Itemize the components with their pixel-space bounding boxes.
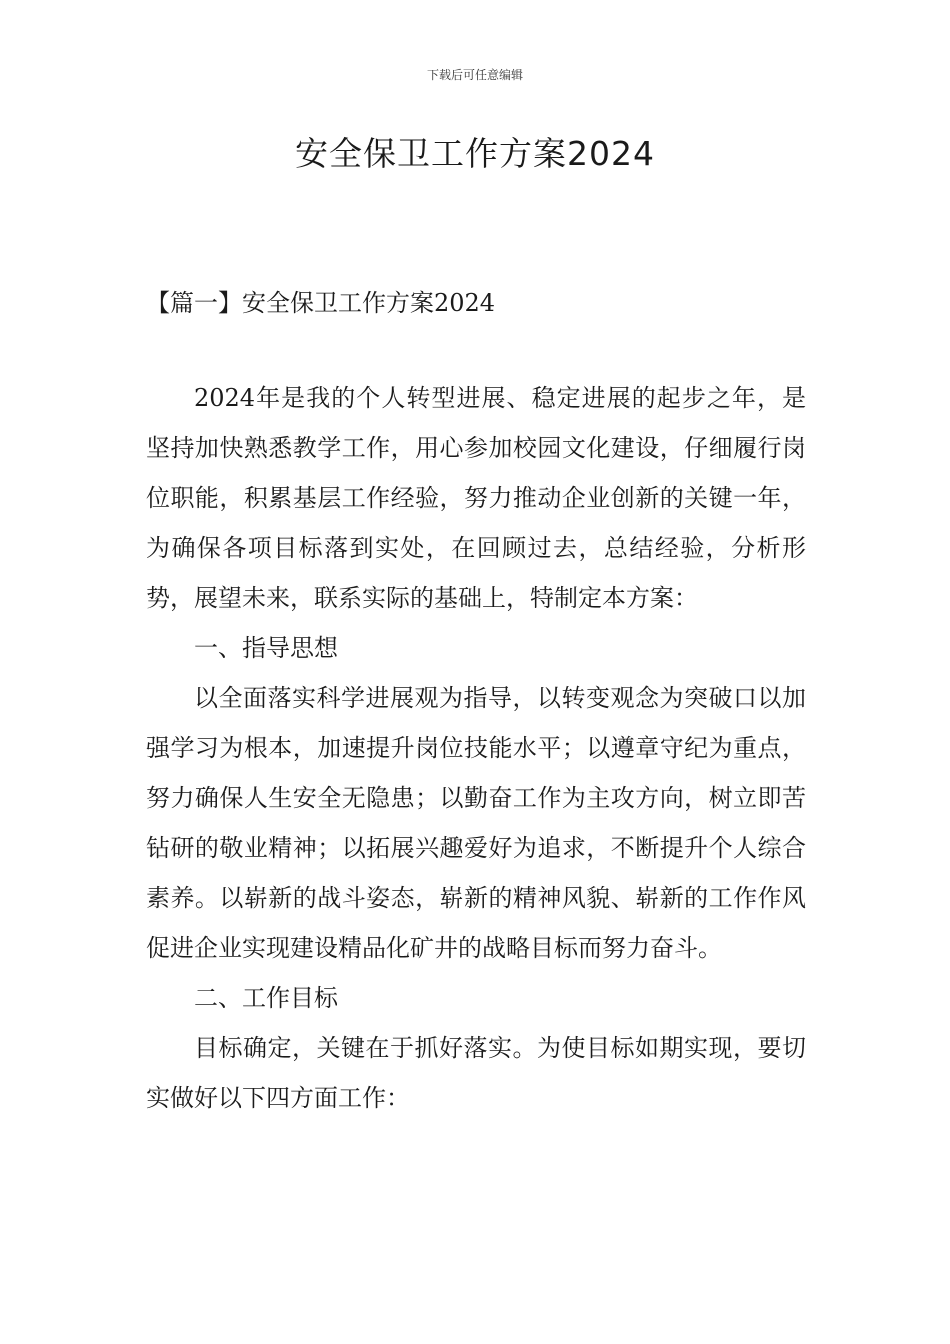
heading-guiding-ideology: 一、指导思想 — [194, 634, 338, 662]
work-goals-paragraph: 目标确定，关键在于抓好落实。为使目标如期实现，要切实做好以下四方面工作： — [146, 1034, 806, 1112]
heading-work-goals: 二、工作目标 — [194, 984, 338, 1012]
guiding-ideology-paragraph: 以全面落实科学进展观为指导，以转变观念为突破口以加强学习为根本，加速提升岗位技能水平；以遵章守纪为重点，努力确保人生安全无隐患；以勤奋工作为主攻方向，树立即苦钻研的敬业精神；以拓展兴趣爱好为追求，不断提升个人综合素养。以崭新的战斗姿态，崭新的精神风貌、崭新的工作作风促进企业实现建设精品化矿井的战略目标而努力奋斗。 — [146, 684, 806, 962]
section-heading: 【篇一】安全保卫工作方案2024 — [146, 289, 496, 317]
document-body — [146, 373, 806, 1123]
intro-paragraph: 2024年是我的个人转型进展、稳定进展的起步之年，是坚持加快熟悉教学工作，用心参加校园文化建设，仔细履行岗位职能，积累基层工作经验，努力推动企业创新的关键一年，为确保各项目标落到实处，在回顾过去，总结经验，分析形势，展望未来，联系实际的基础上，特制定本方案： — [146, 384, 806, 612]
document-title: 安全保卫工作方案2024 — [295, 134, 655, 173]
header-note: 下载后可任意编辑 — [426, 68, 523, 82]
